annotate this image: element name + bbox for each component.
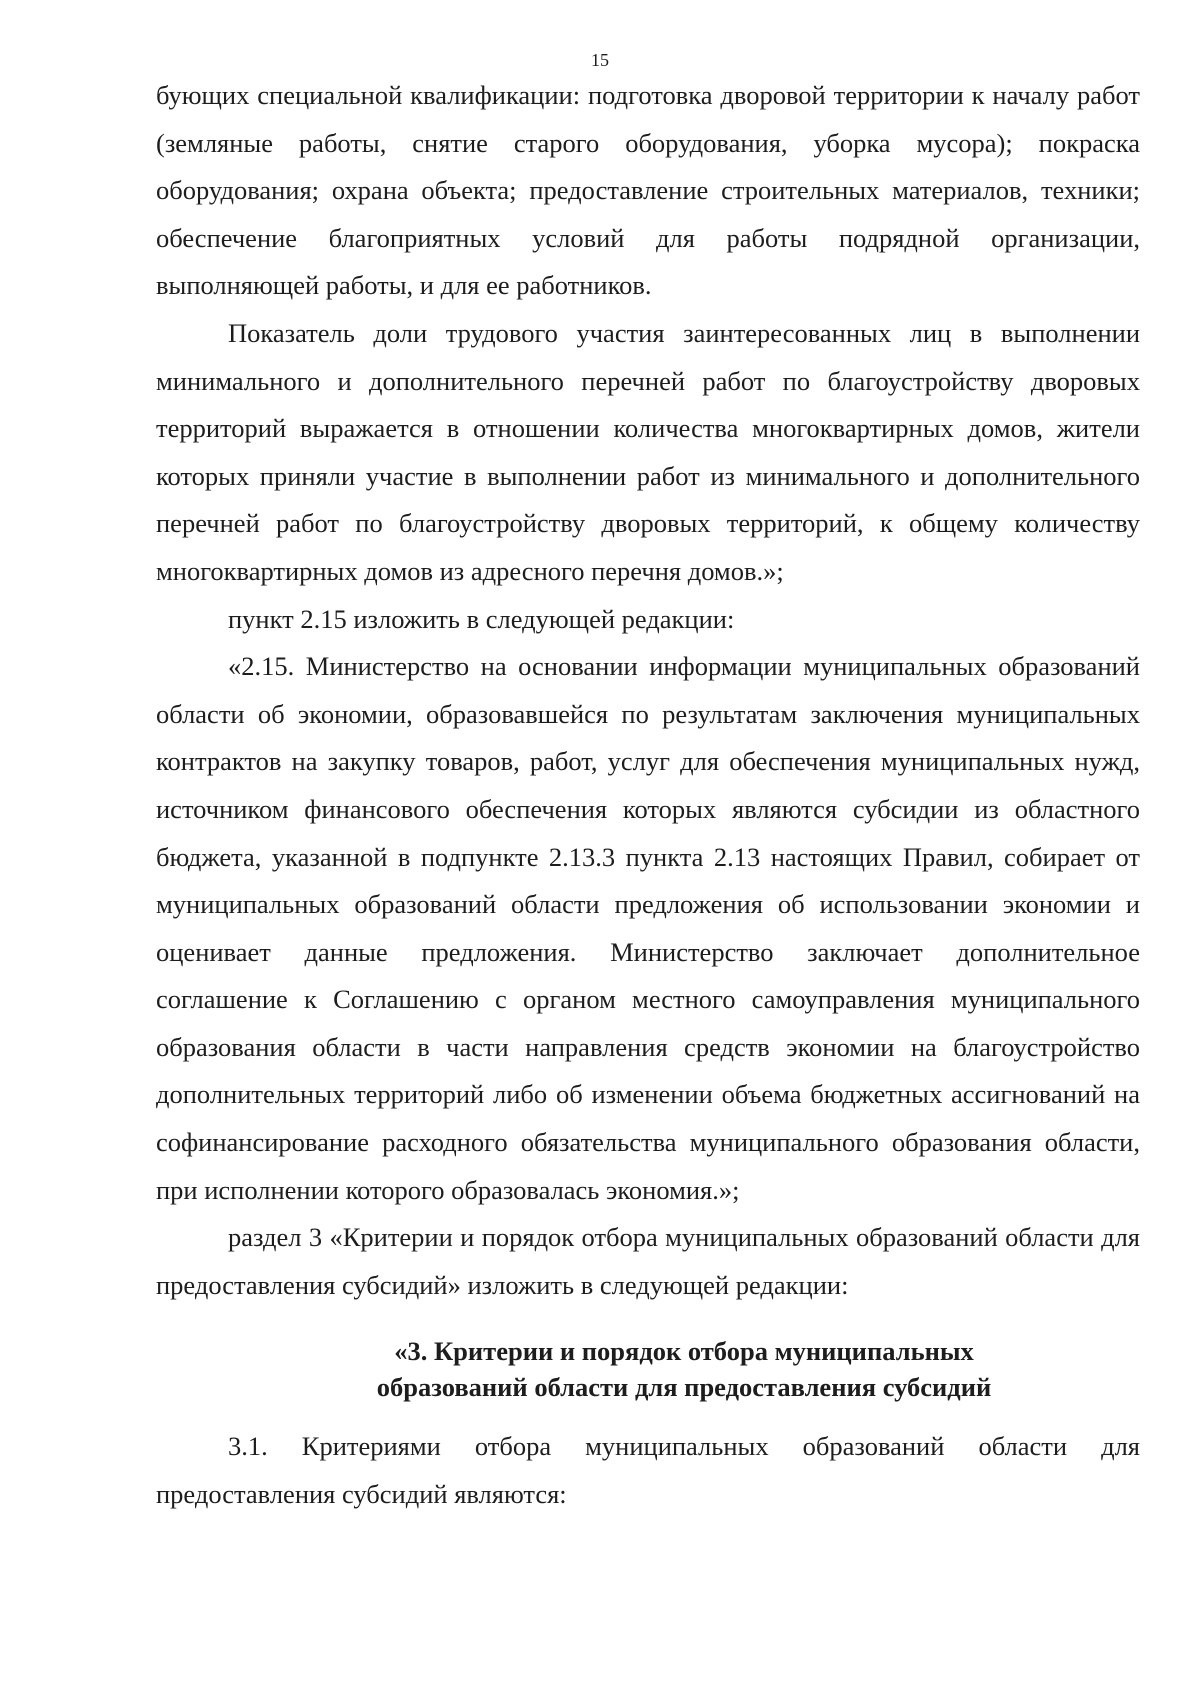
paragraph-section-3-intro: раздел 3 «Критерии и порядок отбора муниципальных образований области для предоставления субсидий» изложить в следующей редакции: bbox=[156, 1222, 1140, 1300]
paragraph-point-215-intro: пункт 2.15 изложить в следующей редакции: bbox=[228, 603, 735, 634]
page-number: 15 bbox=[591, 50, 609, 70]
paragraph-criteria: 3.1. Критериями отбора муниципальных образований области для предоставления субсидий являются: bbox=[156, 1431, 1140, 1510]
paragraph-indicator: Показатель доли трудового участия заинтересованных лиц в выполнении минимального и дополнительного перечней работ по благоустройству дворовых территорий выражается в отношении количества многоквартирных домов, жители которых приняли участие в выполнении работ из минимального и дополнительного перечней работ по благоустройству дворовых территорий, к общему количеству многоквартирных домов из адресного перечня домов.»; bbox=[156, 317, 1140, 586]
paragraph-point-215: «2.15. Министерство на основании информации муниципальных образований области об экономии, образовавшейся по результатам заключения муниципальных контрактов на закупку товаров, работ, услуг для обеспечения муниципальных нужд, источником финансового обеспечения которых являются субсидии из областного бюджета, указанной в подпункте 2.13.3 пункта 2.13 настоящих Правил, собирает от муниципальных образований области предложения об использовании экономии и оценивает данные предложения. Министерство заключает дополнительное соглашение к Соглашению с органом местного самоуправления муниципального образования области в части направления средств экономии на благоустройство дополнительных территорий либо об изменении объема бюджетных ассигнований на софинансирование расходного обязательства муниципального образования области, при исполнении которого образовалась экономия.»; bbox=[156, 651, 1140, 1205]
section-heading-line-2: образований области для предоставления субсидий bbox=[376, 1372, 992, 1403]
paragraph-continuation: бующих специальной квалификации: подготовка дворовой территории к началу работ (земляные работы, снятие старого оборудования, уборка мусора); покраска оборудования; охрана объекта; предоставление строительных материалов, техники; обеспечение благоприятных условий для работы подрядной организации, выполняющей работы, и для ее работников. bbox=[156, 80, 1140, 301]
document-body bbox=[156, 72, 1140, 1519]
section-heading-line-1: «3. Критерии и порядок отбора муниципальных bbox=[394, 1336, 974, 1367]
section-heading bbox=[156, 1333, 1140, 1405]
